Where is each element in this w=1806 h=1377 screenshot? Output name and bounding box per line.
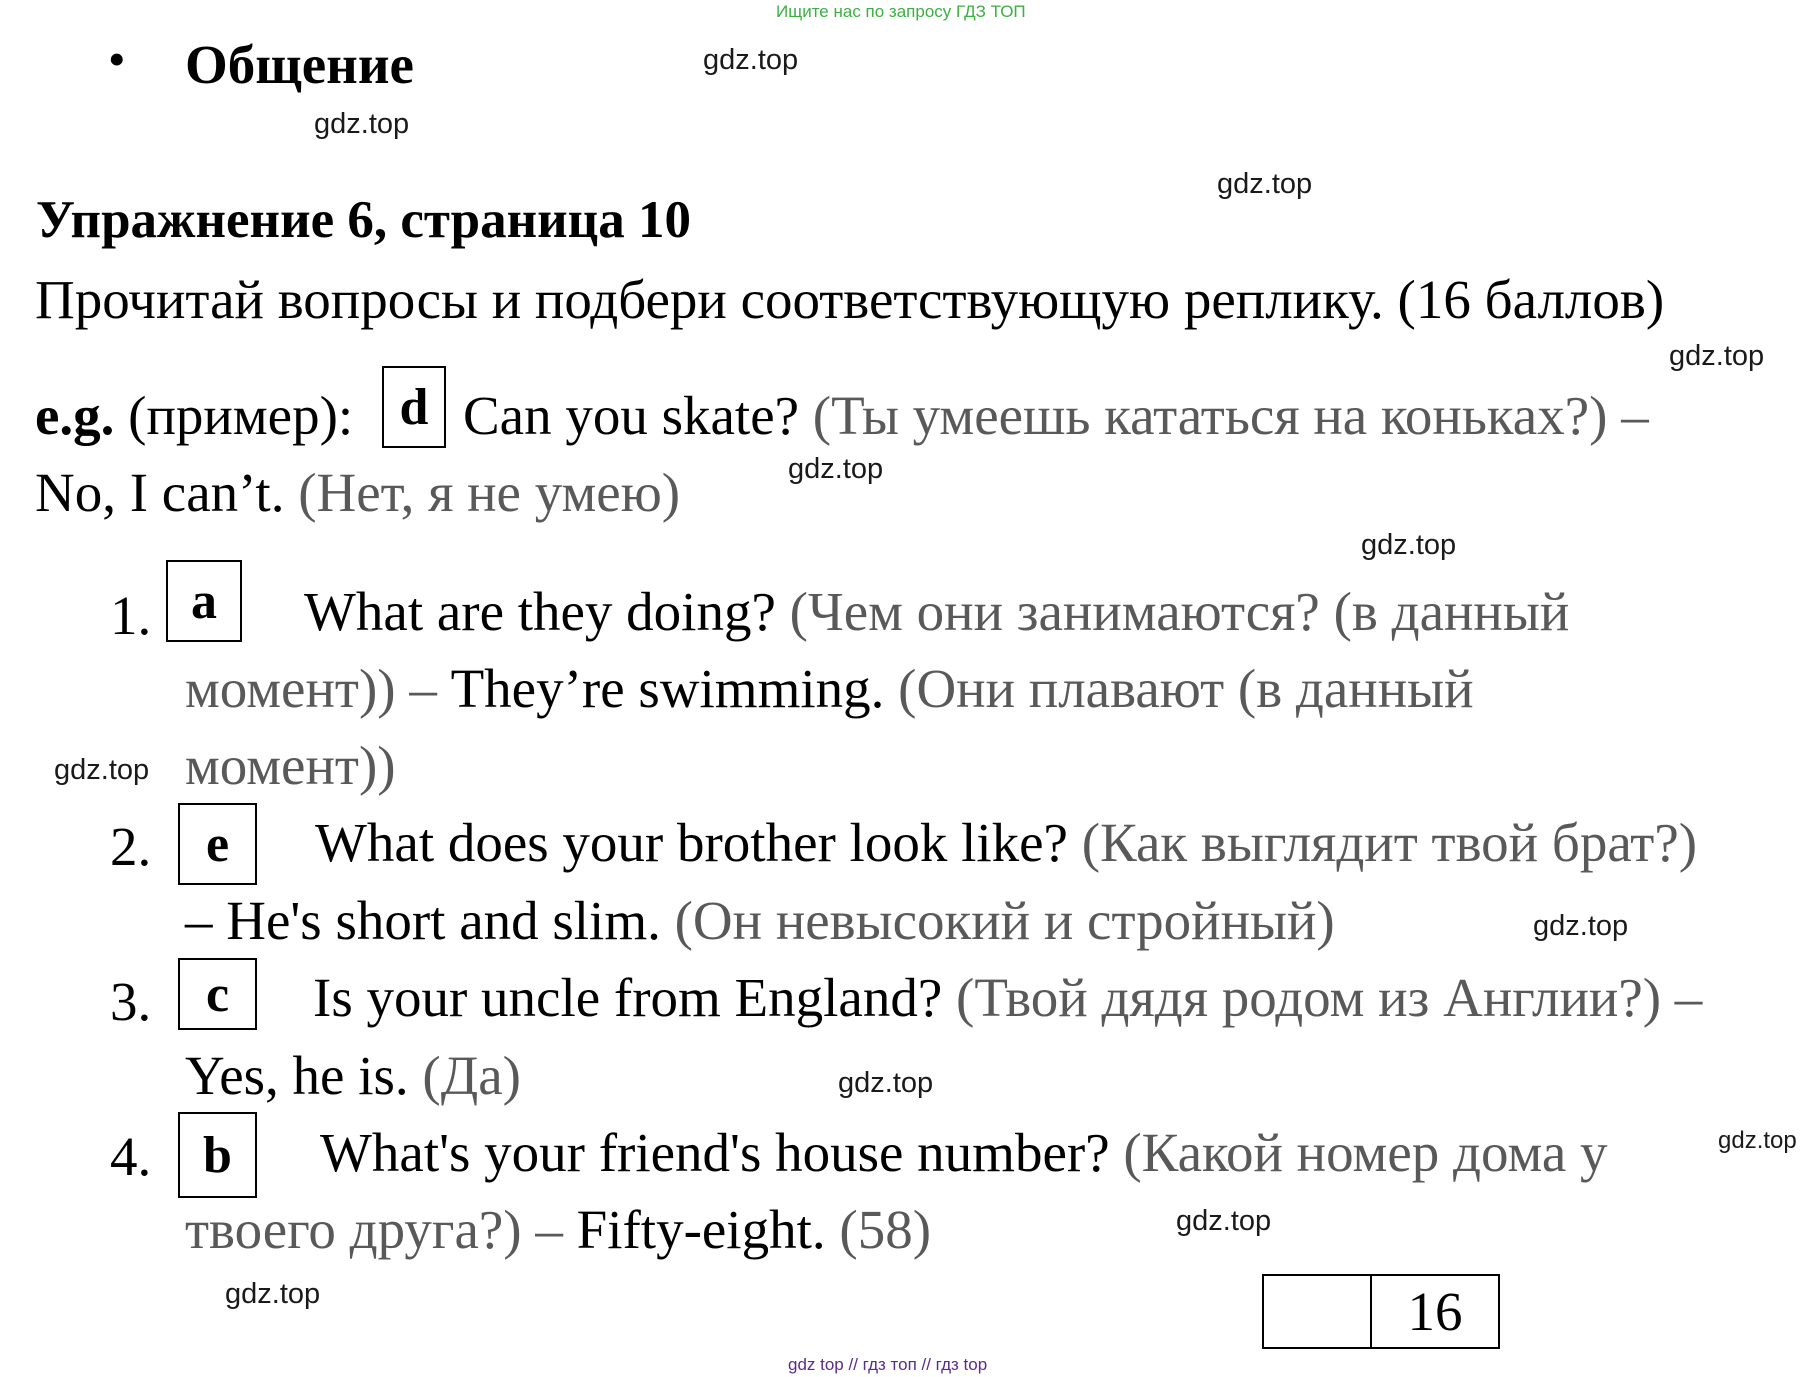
- item-number: 3.: [110, 971, 152, 1032]
- item-question-ru: (Какой номер дома у: [1123, 1122, 1608, 1183]
- example-label-ru: (пример):: [128, 385, 354, 446]
- item-number: 1.: [110, 585, 152, 646]
- example-label: e.g.: [35, 385, 115, 446]
- watermark: gdz.top: [314, 108, 410, 140]
- watermark: gdz.top: [1669, 340, 1765, 372]
- item-answer-ru: (58): [839, 1199, 932, 1260]
- bottom-banner: gdz top // гдз топ // гдз top: [788, 1355, 988, 1374]
- example-question-ru: (Ты умеешь кататься на коньках?) –: [812, 385, 1649, 446]
- watermark: gdz.top: [838, 1067, 934, 1099]
- watermark: gdz.top: [1361, 529, 1457, 561]
- item-question: Is your uncle from England?: [313, 967, 943, 1028]
- watermark: gdz.top: [1217, 168, 1313, 200]
- example-answer: No, I can’t.: [35, 462, 285, 523]
- item-answer-ru-cont: момент)): [185, 735, 396, 796]
- example-line-2: [35, 462, 681, 523]
- item-line: [185, 1199, 932, 1260]
- score-table: [1262, 1274, 1500, 1349]
- example-answer-box: d: [382, 366, 446, 448]
- item-question-ru-cont: момент)) –: [185, 658, 437, 719]
- item-answer-box: e: [178, 803, 257, 885]
- top-banner: Ищите нас по запросу ГДЗ ТОП: [776, 2, 1026, 21]
- item-line: [304, 581, 1570, 642]
- watermark: gdz.top: [54, 754, 150, 786]
- watermark: gdz.top: [1718, 1127, 1797, 1154]
- item-question: What are they doing?: [304, 581, 776, 642]
- exercise-instruction: Прочитай вопросы и подбери соответствующую реплику. (16 баллов): [35, 269, 1665, 330]
- item-answer-ru: (Да): [422, 1045, 521, 1106]
- item-line: [315, 812, 1698, 873]
- item-answer: They’re swimming.: [450, 658, 885, 719]
- score-earned-cell: [1264, 1276, 1372, 1347]
- item-answer-box: a: [166, 560, 242, 642]
- item-line: [313, 967, 1703, 1028]
- watermark: gdz.top: [225, 1278, 321, 1310]
- item-answer-box: c: [178, 958, 257, 1030]
- example-answer-ru: (Нет, я не умею): [298, 462, 681, 523]
- item-number: 2.: [110, 816, 152, 877]
- item-answer-ru: (Он невысокий и стройный): [674, 890, 1335, 951]
- item-question-ru: (Как выглядит твой брат?): [1081, 812, 1698, 873]
- item-answer: – He's short and slim.: [185, 890, 661, 951]
- section-bullet: •: [108, 31, 126, 87]
- score-max-cell: 16: [1407, 1281, 1463, 1342]
- watermark: gdz.top: [1533, 910, 1629, 942]
- item-line: [185, 1045, 521, 1106]
- item-line: [320, 1122, 1608, 1183]
- item-answer: Fifty-eight.: [576, 1199, 826, 1260]
- example-question: Can you skate?: [463, 385, 800, 446]
- item-number: 4.: [110, 1126, 152, 1187]
- item-line: [185, 658, 1474, 719]
- item-answer-ru: (Они плавают (в данный: [898, 658, 1474, 719]
- item-answer: Yes, he is.: [185, 1045, 409, 1106]
- watermark: gdz.top: [1176, 1205, 1272, 1237]
- section-title: Общение: [185, 34, 414, 95]
- item-question: What's your friend's house number?: [320, 1122, 1110, 1183]
- item-answer-box: b: [178, 1112, 257, 1198]
- item-question-ru: (Чем они занимаются? (в данный: [789, 581, 1570, 642]
- item-question-ru-cont: твоего друга?) –: [185, 1199, 563, 1260]
- item-question: What does your brother look like?: [315, 812, 1068, 873]
- example-line-1: [35, 385, 354, 446]
- exercise-heading: Упражнение 6, страница 10: [36, 191, 691, 249]
- item-question-ru: (Твой дядя родом из Англии?) –: [956, 967, 1703, 1028]
- watermark: gdz.top: [788, 453, 884, 485]
- example-line-1b: [463, 385, 1649, 446]
- watermark: gdz.top: [703, 44, 799, 76]
- item-line: [185, 890, 1335, 951]
